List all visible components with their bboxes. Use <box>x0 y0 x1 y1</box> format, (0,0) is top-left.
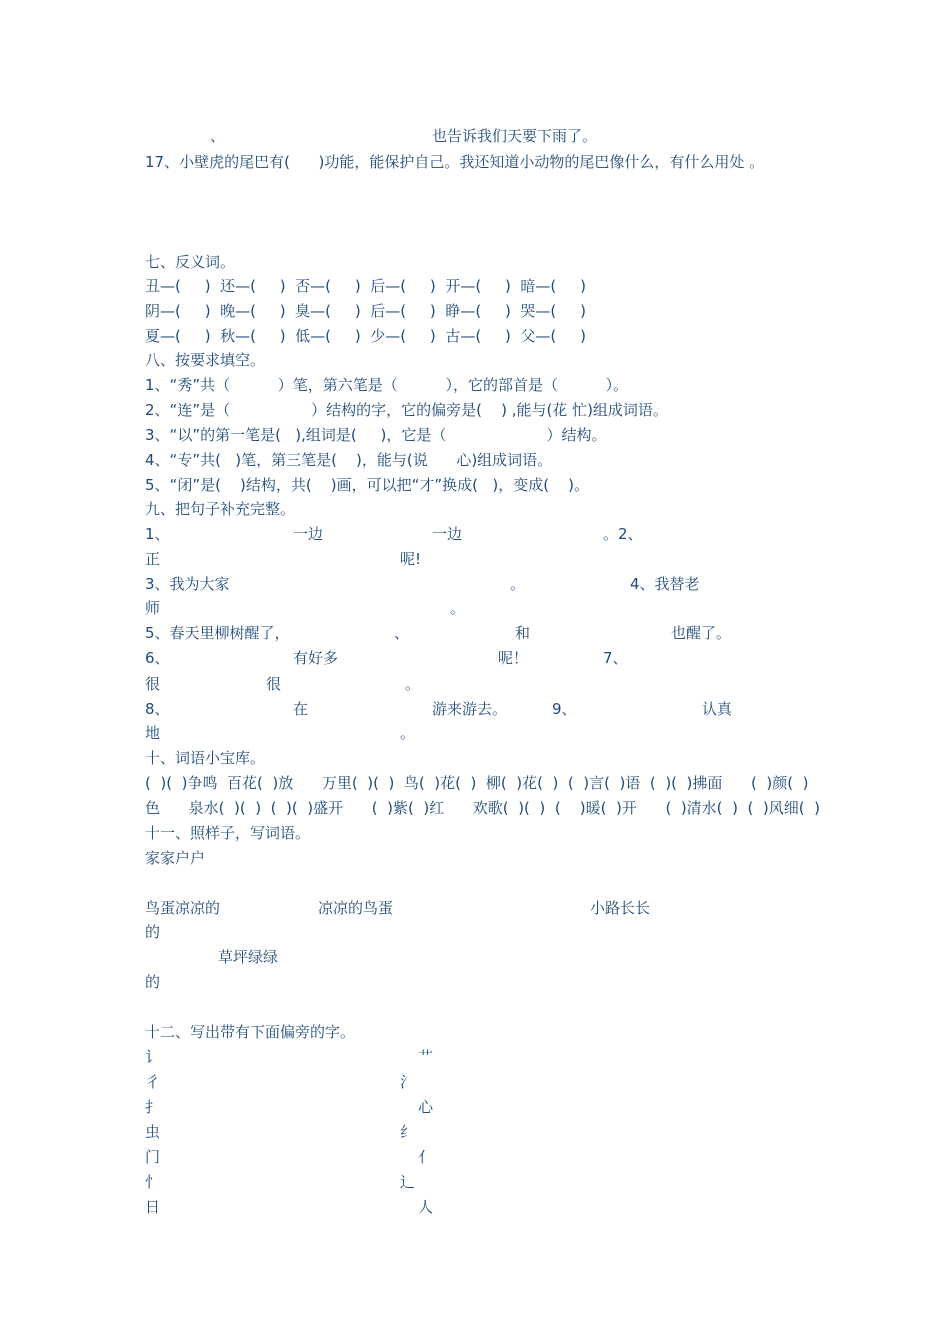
sentence-4-end: 。 <box>450 599 466 617</box>
section-12-title: 十二、写出带有下面偏旁的字。 <box>145 1023 356 1041</box>
rain-sentence: 也告诉我们天要下雨了。 <box>432 127 598 145</box>
radical-left-3: 扌 <box>145 1098 161 1116</box>
radical-right-1: 艹 <box>418 1048 434 1066</box>
sentence-3-end: 。 <box>510 575 526 593</box>
sentence-6-mid: 有好多 <box>293 649 339 667</box>
sentence-7-num: 7、 <box>603 649 628 667</box>
fill-item-5: 5、“闭”是( )结构，共( )画，可以把“才”换成( )，变成( )。 <box>145 476 589 494</box>
section-8-title: 八、按要求填空。 <box>145 351 266 369</box>
section-10-title: 十、词语小宝库。 <box>145 749 266 767</box>
sentence-9-mid: 认真 <box>702 700 733 718</box>
fill-item-4: 4、“专”共( )笔，第三笔是( )，能与(说 心)组成词语。 <box>145 451 553 469</box>
antonym-row-3: 夏—( ) 秋—( ) 低—( ) 少—( ) 古—( ) 父—( ) <box>145 327 586 345</box>
sentence-6-num: 6、 <box>145 649 170 667</box>
prompt-lawn-de: 的 <box>145 973 161 991</box>
sentence-7-very-b: 很 <box>266 675 282 693</box>
radical-left-5: 门 <box>145 1148 161 1166</box>
radical-left-1: 讠 <box>145 1048 161 1066</box>
sentence-7-very-a: 很 <box>145 675 161 693</box>
section-11-title: 十一、照样子，写词语。 <box>145 824 311 842</box>
radical-right-6: 辶 <box>400 1173 416 1191</box>
sentence-1-num: 1、 <box>145 525 170 543</box>
dun-mark: 、 <box>210 127 226 145</box>
radical-right-3: 心 <box>418 1098 434 1116</box>
sentence-9-cont: 地 <box>145 724 161 742</box>
sentence-4-start: 4、我替老 <box>630 575 700 593</box>
antonym-row-1: 丑—( ) 还—( ) 否—( ) 后—( ) 开—( ) 暗—( ) <box>145 277 586 295</box>
sentence-2-end: 呢! <box>400 550 422 568</box>
radical-right-2: 氵 <box>400 1073 416 1091</box>
radical-left-2: 彳 <box>145 1073 161 1091</box>
sentence-2-start: 正 <box>145 550 161 568</box>
sentence-8-end: 游来游去。 <box>432 700 508 718</box>
sentence-5-end: 也醒了。 <box>671 624 732 642</box>
sentence-4-cont: 师 <box>145 599 161 617</box>
fill-item-1: 1、“秀”共（ ）笔，第六笔是（ ），它的部首是（ ）。 <box>145 376 629 394</box>
sentence-1-word-a: 一边 <box>293 525 324 543</box>
word-bank-line-1: ( )( )争鸣 百花( )放 万里( )( ) 鸟( )花( ) 柳( )花( ) ( )言( )语 ( )( )拂面 ( )颜( ) <box>145 774 809 792</box>
prompt-road-de: 的 <box>145 923 161 941</box>
prompt-lawn: 草坪绿绿 <box>218 948 279 966</box>
section-9-title: 九、把句子补充完整。 <box>145 500 296 518</box>
sentence-8-num: 8、 <box>145 700 170 718</box>
sentence-3-start: 3、我为大家 <box>145 575 230 593</box>
radical-right-4: 纟 <box>400 1123 416 1141</box>
example-bb-de-a: 凉凉的鸟蛋 <box>318 899 394 917</box>
sentence-1-word-b: 一边 <box>432 525 463 543</box>
section-7-title: 七、反义词。 <box>145 253 236 271</box>
sentence-9-num: 9、 <box>552 700 577 718</box>
sentence-8-mid: 在 <box>293 700 309 718</box>
radical-left-4: 虫 <box>145 1123 161 1141</box>
sentence-5-start: 5、春天里柳树醒了， <box>145 624 290 642</box>
sentence-7-end: 。 <box>405 675 421 693</box>
example-aabb: 家家户户 <box>145 849 206 867</box>
radical-right-5: 亻 <box>418 1148 434 1166</box>
example-abb-de: 鸟蛋凉凉的 <box>145 899 221 917</box>
radical-left-6: 忄 <box>145 1173 161 1191</box>
radical-left-7: 日 <box>145 1198 161 1216</box>
sentence-5-and: 和 <box>515 624 531 642</box>
word-bank-line-2: 色 泉水( )( ) ( )( )盛开 ( )紫( )红 欢歌( )( ) ( )暖( )开 ( )清水( ) ( )风细( ) <box>145 799 820 817</box>
radical-right-7: 人 <box>418 1198 434 1216</box>
fill-item-3: 3、“以”的第一笔是( ),组词是( )，它是（ ）结构。 <box>145 426 607 444</box>
question-17: 17、小壁虎的尾巴有( )功能，能保护自己。我还知道小动物的尾巴像什么，有什么用处 。 <box>145 153 765 171</box>
sentence-5-dun: 、 <box>394 624 410 642</box>
sentence-9-end: 。 <box>400 724 416 742</box>
sentence-2-num: 。2、 <box>603 525 643 543</box>
sentence-6-end: 呢！ <box>498 649 529 667</box>
antonym-row-2: 阴—( ) 晚—( ) 臭—( ) 后—( ) 睁—( ) 哭—( ) <box>145 302 586 320</box>
fill-item-2: 2、“连”是（ ）结构的字，它的偏旁是( ) ,能与(花 忙)组成词语。 <box>145 401 668 419</box>
prompt-road: 小路长长 <box>590 899 651 917</box>
